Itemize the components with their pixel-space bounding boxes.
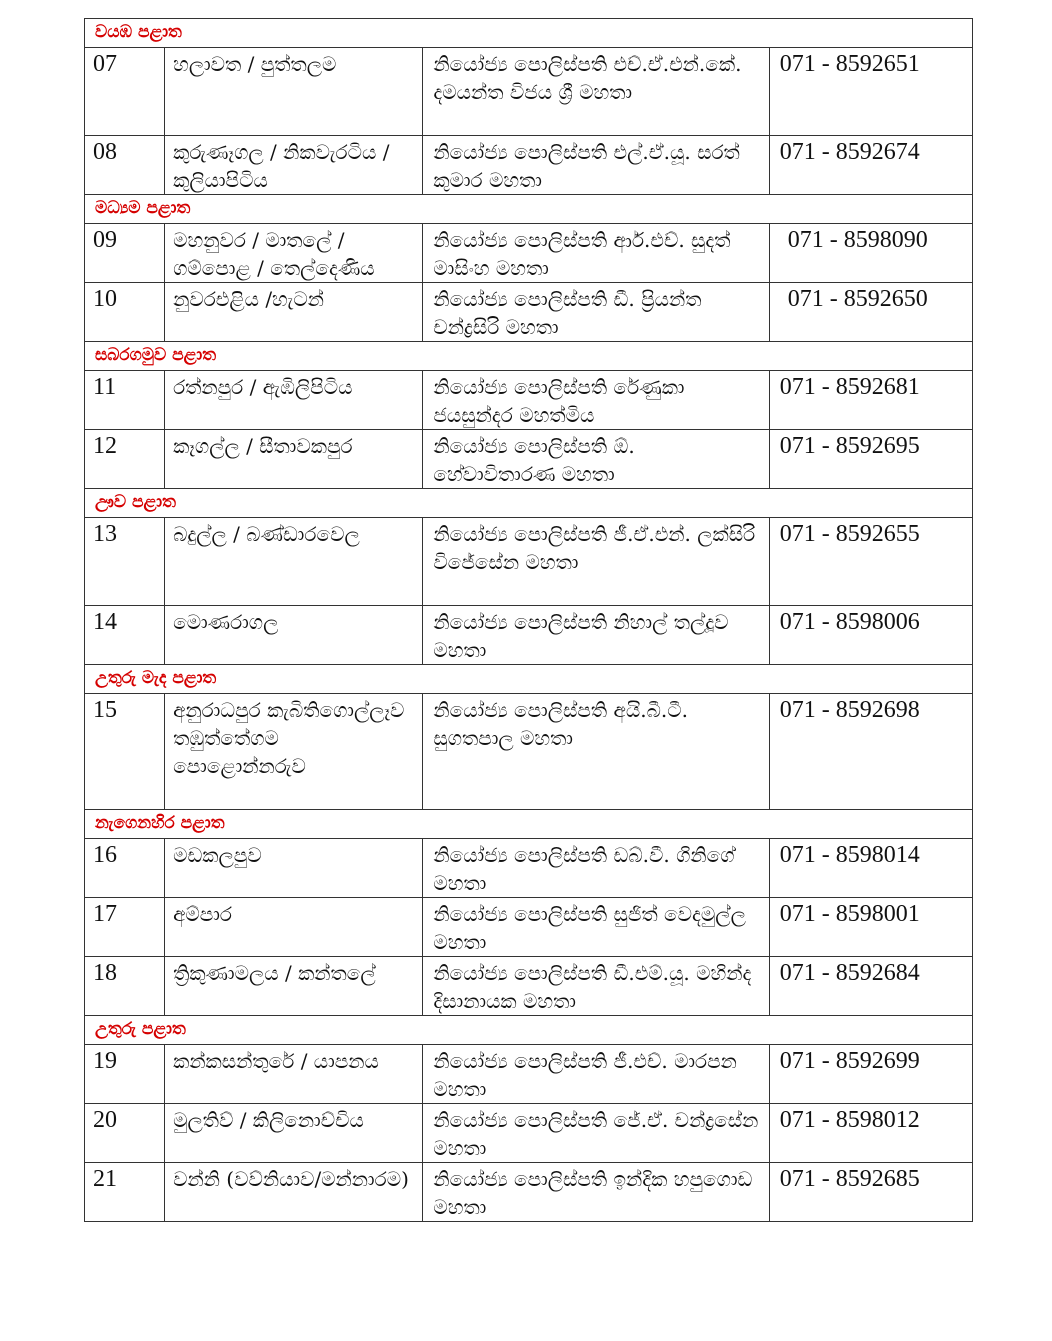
- province-title: නැගෙනහිර පළාත: [95, 813, 225, 833]
- phone-number: 071 - 8592650: [787, 286, 928, 312]
- table-row: [85, 136, 973, 195]
- table-row: [85, 839, 973, 898]
- officer-name: නියෝජ්‍ය පොලිස්පති ඩී.එම්.යූ. මහින්ද දිසානායක මහතා: [433, 961, 752, 1013]
- province-title: සබරගමුව පළාත: [95, 345, 217, 365]
- police-area: කෑගල්ල / සීතාවකපුර: [173, 434, 353, 458]
- table-row: [85, 48, 973, 136]
- police-area: අනුරාධපුර කැබිතිගොල්ලෑව තඹුත්තේගම පොළොන්නරුව: [173, 698, 405, 778]
- police-area: මුලතිව් / කිලිනොච්චිය: [173, 1108, 364, 1132]
- phone-number: 071 - 8592651: [779, 51, 920, 77]
- table-row: [85, 898, 973, 957]
- row-number: 16: [93, 842, 117, 868]
- police-area: හලාවත / පුත්තලම: [173, 52, 337, 76]
- row-number: 07: [93, 51, 117, 77]
- officer-name: නියෝජ්‍ය පොලිස්පති නිහාල් තල්දූව මහතා: [433, 610, 729, 662]
- police-area: මොණරාගල: [173, 610, 279, 634]
- province-title: ඌව පළාත: [95, 492, 176, 512]
- province-title: උතුරු පළාත: [95, 1019, 186, 1039]
- phone-number: 071 - 8592681: [779, 374, 920, 400]
- officer-name: නියෝජ්‍ය පොලිස්පති ජී.ඒ.එන්. ලක්සිරි විජේසේන මහතා: [433, 522, 756, 574]
- province-header-row: [85, 342, 973, 371]
- officers-contact-table: [84, 18, 973, 1222]
- table-row: [85, 518, 973, 606]
- table-row: [85, 1104, 973, 1163]
- phone-number: 071 - 8598001: [779, 901, 920, 927]
- province-title: උතුරු මැද පළාත: [95, 668, 217, 688]
- phone-number: 071 - 8598014: [779, 842, 920, 868]
- table-row: [85, 1163, 973, 1222]
- province-header-row: [85, 810, 973, 839]
- table-row: [85, 283, 973, 342]
- table-row: [85, 957, 973, 1016]
- row-number: 11: [93, 374, 117, 400]
- phone-number: 071 - 8598012: [779, 1107, 920, 1133]
- officer-name: නියෝජ්‍ය පොලිස්පති ආර්.එච්. සුදත් මාසිංහ මහතා: [433, 228, 731, 280]
- row-number: 18: [93, 960, 117, 986]
- province-header-row: [85, 665, 973, 694]
- row-number: 09: [93, 227, 117, 253]
- phone-number: 071 - 8592695: [779, 433, 920, 459]
- table-row: [85, 1045, 973, 1104]
- row-number: 20: [93, 1107, 117, 1133]
- province-header-row: [85, 195, 973, 224]
- police-area: මහනුවර / මාතලේ / ගම්පොළ / තෙල්දෙණිය: [173, 228, 375, 280]
- police-area: බදුල්ල / බණ්ඩාරවෙල: [173, 522, 360, 546]
- officer-name: නියෝජ්‍ය පොලිස්පති රේණුකා ජයසුන්දර මහත්මිය: [433, 375, 685, 427]
- officer-name: නියෝජ්‍ය පොලිස්පති එල්.ඒ.යූ. සරත් කුමාර මහතා: [433, 140, 740, 192]
- police-area: නුවරඑළිය /හැටන්: [173, 287, 324, 311]
- row-number: 14: [93, 609, 117, 635]
- row-number: 13: [93, 521, 117, 547]
- table-row: [85, 371, 973, 430]
- province-header-row: [85, 489, 973, 518]
- phone-number: 071 - 8592684: [779, 960, 920, 986]
- officer-name: නියෝජ්‍ය පොලිස්පති එච්.ඒ.එන්.කේ. දමයන්ත විජය ශ්‍රී මහතා: [433, 52, 742, 104]
- officer-name: නියෝජ්‍ය පොලිස්පති ජී.එච්. මාරපන මහතා: [433, 1049, 737, 1101]
- phone-number: 071 - 8592699: [779, 1048, 920, 1074]
- table-row: [85, 606, 973, 665]
- table-row: [85, 694, 973, 810]
- province-header-row: [85, 19, 973, 48]
- table-row: [85, 430, 973, 489]
- phone-number: 071 - 8592655: [779, 521, 920, 547]
- police-area: වන්නි (වව්නියාව/මන්නාරම): [173, 1167, 409, 1191]
- row-number: 19: [93, 1048, 117, 1074]
- row-number: 17: [93, 901, 117, 927]
- officer-name: නියෝජ්‍ය පොලිස්පති සුජිත් වෙදමුල්ල මහතා: [433, 902, 746, 954]
- officer-name: නියෝජ්‍ය පොලිස්පති අයි.බී.ටී. සුගතපාල මහතා: [433, 698, 688, 750]
- officer-name: නියෝජ්‍ය පොලිස්පති ජේ.ඒ. චන්ද්‍රසේන මහතා: [433, 1108, 759, 1160]
- province-title: මධ්‍යම පළාත: [95, 198, 191, 218]
- row-number: 10: [93, 286, 117, 312]
- table-row: [85, 224, 973, 283]
- police-area: කුරුණෑගල / නිකවැරටිය / කුලියාපිටිය: [173, 140, 390, 192]
- phone-number: 071 - 8592685: [779, 1166, 920, 1192]
- phone-number: 071 - 8598006: [779, 609, 920, 635]
- row-number: 12: [93, 433, 117, 459]
- province-header-row: [85, 1016, 973, 1045]
- police-area: මඩකලපුව: [173, 843, 262, 867]
- officer-name: නියෝජ්‍ය පොලිස්පති ඕ. හේවාවිතාරණ මහතා: [433, 434, 635, 486]
- row-number: 21: [93, 1166, 117, 1192]
- officer-name: නියෝජ්‍ය පොලිස්පති ඉන්දික හපුගොඩ මහතා: [433, 1167, 753, 1219]
- phone-number: 071 - 8592698: [779, 697, 920, 723]
- police-area: කන්කසන්තුරේ / යාපනය: [173, 1049, 379, 1073]
- province-title: වයඹ පළාත: [95, 22, 182, 42]
- row-number: 08: [93, 139, 117, 165]
- row-number: 15: [93, 697, 117, 723]
- phone-number: 071 - 8598090: [787, 227, 928, 253]
- police-area: අම්පාර: [173, 902, 232, 926]
- police-area: ත්‍රිකුණාමලය / කන්තලේ: [173, 961, 376, 985]
- phone-number: 071 - 8592674: [779, 139, 920, 165]
- officer-name: නියෝජ්‍ය පොලිස්පති ඩබ්.වී. ගිනිගේ මහතා: [433, 843, 735, 895]
- police-area: රත්නපුර / ඇඹිලිපිටිය: [173, 375, 353, 399]
- officer-name: නියෝජ්‍ය පොලිස්පති ඩී. ප්‍රියන්ත චන්ද්‍රසිරි මහතා: [433, 287, 702, 339]
